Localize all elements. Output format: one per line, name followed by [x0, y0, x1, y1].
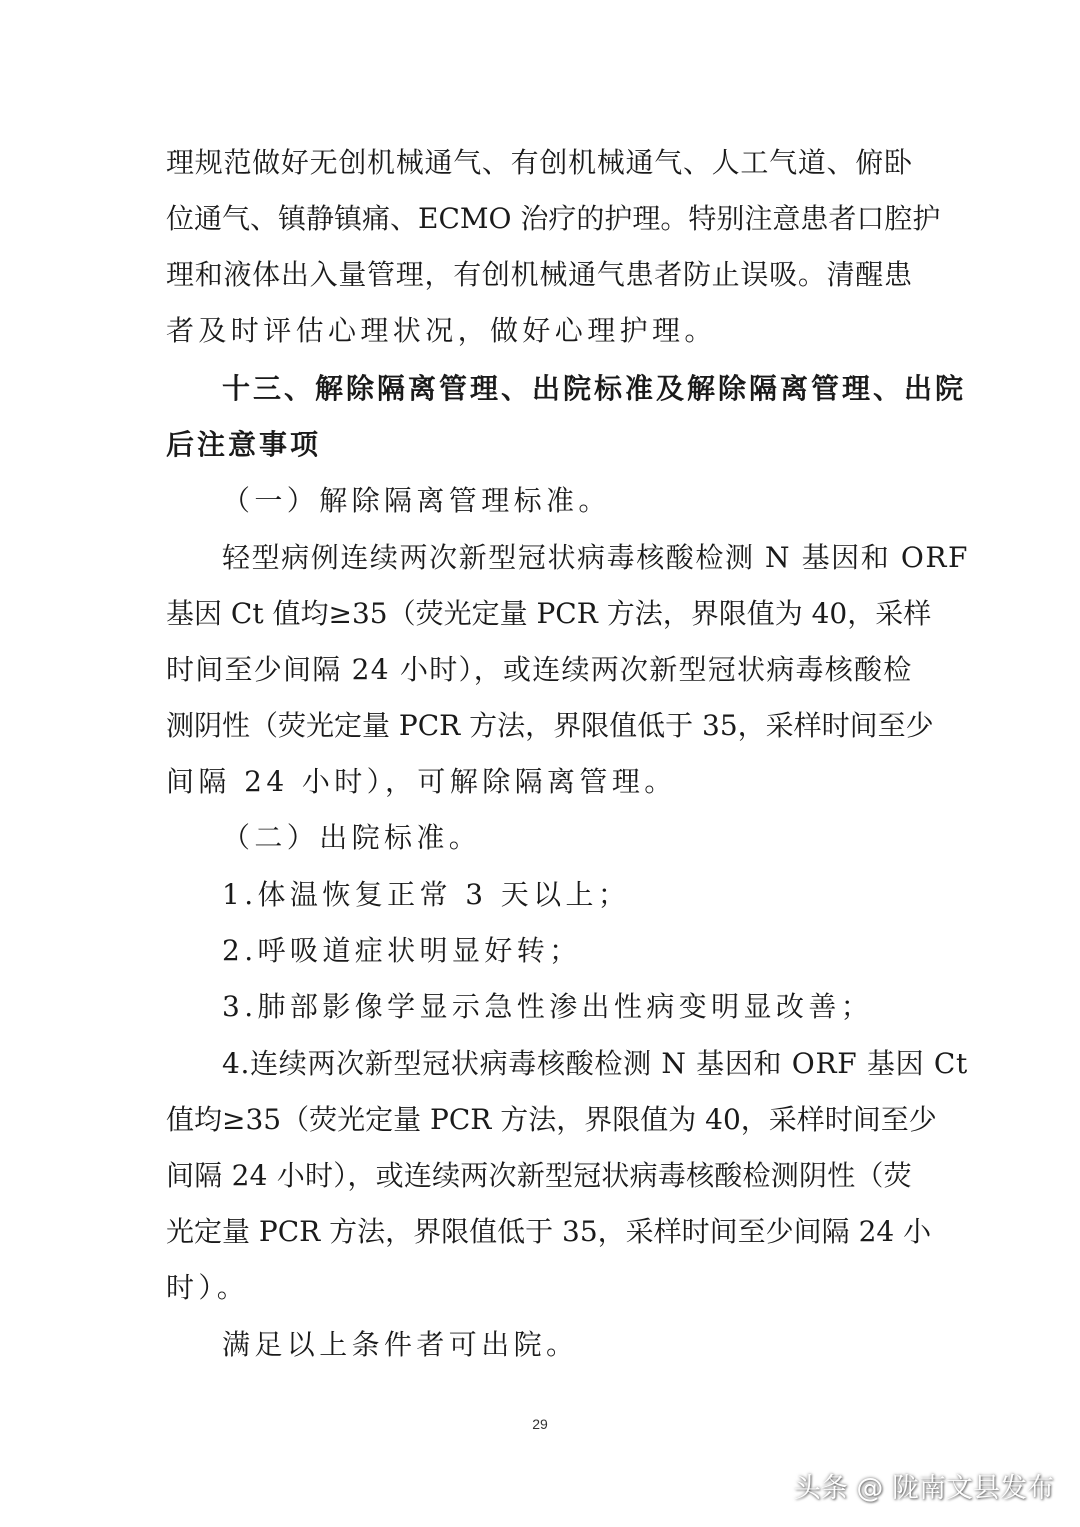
- subsection-title: （一）解除隔离管理标准。: [222, 484, 611, 517]
- body-line: 理规范做好无创机械通气、有创机械通气、人工气道、俯卧: [166, 146, 913, 179]
- body-line: 理和液体出入量管理，有创机械通气患者防止误吸。清醒患: [166, 258, 913, 291]
- body-line: 轻型病例连续两次新型冠状病毒核酸检测 N 基因和 ORF: [222, 541, 970, 574]
- body-line: 基因 Ct 值均≥35（荧光定量 PCR 方法，界限值为 40，采样: [166, 597, 932, 630]
- body-line: 时）。: [166, 1271, 250, 1304]
- conclusion: 满足以上条件者可出院。: [222, 1328, 579, 1361]
- section-heading: 十三、解除隔离管理、出院标准及解除隔离管理、出院: [222, 372, 967, 405]
- criterion-item: 2.呼吸道症状明显好转；: [222, 934, 582, 967]
- body-line: 间隔 24 小时），可解除隔离管理。: [166, 765, 677, 798]
- body-line: 值均≥35（荧光定量 PCR 方法，界限值为 40，采样时间至少: [166, 1103, 937, 1136]
- subsection-title: （二）出院标准。: [222, 821, 482, 854]
- body-line: 者及时评估心理状况，做好心理护理。: [166, 314, 717, 347]
- criterion-item: 3.肺部影像学显示急性渗出性病变明显改善；: [222, 990, 874, 1023]
- body-line: 测阴性（荧光定量 PCR 方法，界限值低于 35，采样时间至少: [166, 709, 934, 742]
- section-heading: 后注意事项: [166, 428, 322, 461]
- watermark: 头条 @ 陇南文县发布: [793, 1473, 1054, 1504]
- body-line: 光定量 PCR 方法，界限值低于 35，采样时间至少间隔 24 小: [166, 1215, 932, 1248]
- body-line: 位通气、镇静镇痛、ECMO 治疗的护理。特别注意患者口腔护: [166, 202, 941, 235]
- criterion-item: 4.连续两次新型冠状病毒核酸检测 N 基因和 ORF 基因 Ct: [222, 1047, 968, 1080]
- body-line: 间隔 24 小时），或连续两次新型冠状病毒核酸检测阴性（荧: [166, 1159, 912, 1192]
- criterion-item: 1.体温恢复正常 3 天以上；: [222, 878, 631, 911]
- body-line: 时间至少间隔 24 小时），或连续两次新型冠状病毒核酸检: [166, 653, 913, 686]
- page-number: 29: [532, 1416, 548, 1432]
